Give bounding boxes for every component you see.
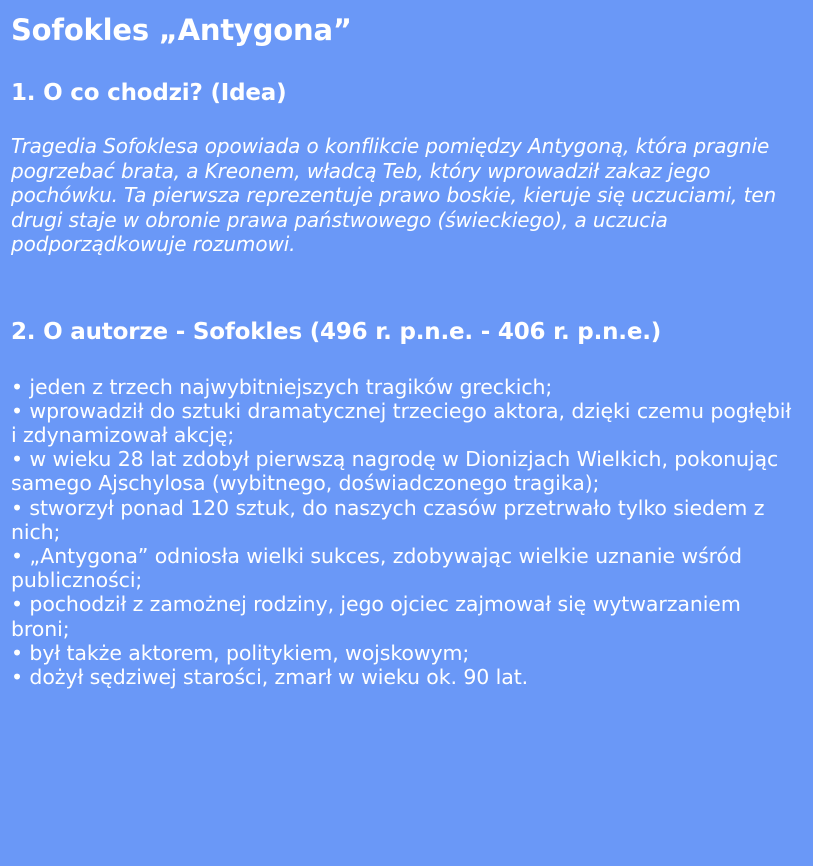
idea-paragraph: Tragedia Sofoklesa opowiada o konflikcie pomiędzy Antygoną, która pragnie pogrzebać brata, a Kreonem, władcą Teb, który wprowadził zakaz jego pochówku. Ta pierwsza reprezentuje prawo boskie, kieruje się uczuciami, ten drugi staje w obronie prawa państwowego (świeckiego), a uczucia podporządkowuje rozumowi.: [11, 134, 777, 256]
list-item: • „Antygona” odniosła wielki sukces, zdobywając wielkie uznanie wśród publiczności;: [11, 543, 742, 593]
list-item: • dożył sędziwej starości, zmarł w wieku ok. 90 lat.: [11, 664, 529, 689]
page-title: Sofokles „Antygona”: [11, 13, 352, 47]
section-heading-idea: 1. O co chodzi? (Idea): [11, 80, 287, 106]
list-item: • w wieku 28 lat zdobył pierwszą nagrodę w Dionizjach Wielkich, pokonując samego Ajschylosa (wybitnego, doświadczonego tragika);: [11, 447, 779, 496]
list-item: • był także aktorem, politykiem, wojskowym;: [11, 640, 470, 665]
list-item: • wprowadził do sztuki dramatycznej trzeciego aktora, dzięki czemu pogłębił i zdynamizował akcję;: [11, 398, 792, 447]
section-heading-author: 2. O autorze - Sofokles (496 r. p.n.e. - 406 r. p.n.e.): [11, 318, 662, 345]
list-item: • jeden z trzech najwybitniejszych tragików greckich;: [11, 374, 553, 399]
author-facts-list: [11, 375, 803, 690]
list-item: • pochodził z zamożnej rodziny, jego ojciec zajmował się wytwarzaniem broni;: [11, 592, 741, 641]
list-item: • stworzył ponad 120 sztuk, do naszych czasów przetrwało tylko siedem z nich;: [11, 495, 765, 544]
